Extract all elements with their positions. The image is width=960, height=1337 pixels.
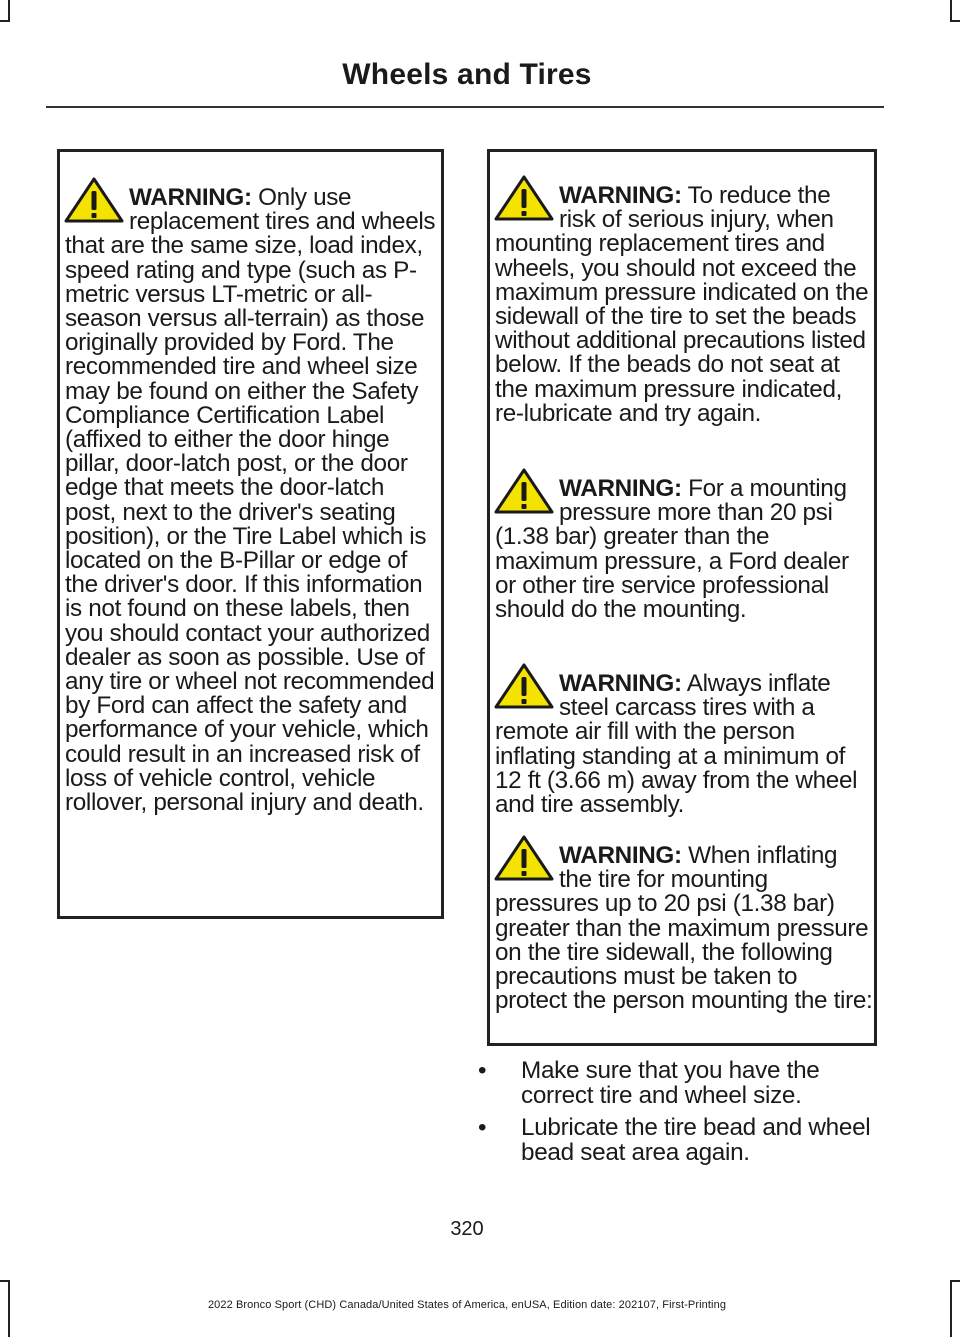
- warning-text: Only use replacement tires and wheels that are the same size, load index, speed rating and type (such as P-metric versus LT-metric or all-season versus all-terrain) as those originally provided by Ford. The recommended tire and wheel size may be found on either the Safety Compliance Certification Label (affixed to either the door hinge pillar, door-latch post, or the door edge that meets the door-latch post, next to the driver's seating position), or the Tire Label which is located on the B-Pillar or edge of the driver's door. If this information is not found on these labels, then you should contact your authorized dealer as soon as possible. Use of any tire or wheel not recommended by Ford can affect the safety and performance of your vehicle, which could result in an increased risk of loss of vehicle control, vehicle rollover, personal injury and death.: [65, 184, 436, 817]
- warning-label: WARNING:: [559, 182, 682, 209]
- warning-triangle-icon: [493, 662, 555, 710]
- crop-mark: [0, 20, 10, 22]
- left-warning: [60, 152, 441, 815]
- list-item: [478, 1058, 878, 1108]
- right-warning-4: [495, 844, 873, 1013]
- warning-label: WARNING:: [559, 670, 682, 697]
- crop-mark: [950, 20, 960, 22]
- warning-triangle-icon: [493, 834, 555, 882]
- warning-text: Always inflate steel carcass tires with a remote air fill with the person inflating standing at a minimum of 12 ft (3.66 m) away from the wheel and tire assembly.: [495, 670, 858, 819]
- warning-triangle-icon: [493, 174, 555, 222]
- header-divider: [46, 106, 884, 108]
- warning-text: For a mounting pressure more than 20 psi (1.38 bar) greater than the maximum pressure, a Ford dealer or other tire service professional should do the mounting.: [495, 475, 849, 624]
- list-item: [478, 1115, 878, 1165]
- right-warning-2: [495, 477, 873, 622]
- warning-label: WARNING:: [559, 842, 682, 869]
- warning-label: WARNING:: [559, 475, 682, 502]
- left-warning-box: [57, 149, 444, 919]
- page-number: 320: [450, 1218, 484, 1240]
- warning-triangle-icon: [63, 176, 125, 224]
- bullet-marker: •: [478, 1114, 487, 1141]
- precaution-list: [478, 1058, 878, 1172]
- warning-text: When inflating the tire for mounting pressures up to 20 psi (1.38 bar) greater than the maximum pressure on the tire sidewall, the following precautions must be taken to protect the person mounting the tire:: [495, 842, 873, 1015]
- warning-triangle-icon: [493, 467, 555, 515]
- page-title: Wheels and Tires: [342, 58, 592, 91]
- warning-text: To reduce the risk of serious injury, when mounting replacement tires and wheels, you should not exceed the maximum pressure indicated on the sidewall of the tire to set the beads without additional precautions listed below. If the beads do not seat at the maximum pressure indicated, re-lubricate and try again.: [495, 182, 869, 427]
- right-warning-1: [495, 184, 873, 426]
- crop-mark: [950, 0, 952, 22]
- list-item-text: Make sure that you have the correct tire and wheel size.: [521, 1057, 820, 1109]
- bullet-marker: •: [478, 1057, 487, 1084]
- crop-mark: [8, 0, 10, 22]
- crop-mark: [950, 1280, 952, 1337]
- right-warning-3: [495, 672, 873, 817]
- crop-mark: [950, 1280, 960, 1282]
- warning-label: WARNING:: [129, 184, 252, 211]
- footer-edition-info: 2022 Bronco Sport (CHD) Canada/United States of America, enUSA, Edition date: 202107, First-Printing: [207, 1299, 727, 1311]
- crop-mark: [0, 1280, 10, 1282]
- list-item-text: Lubricate the tire bead and wheel bead seat area again.: [521, 1114, 871, 1166]
